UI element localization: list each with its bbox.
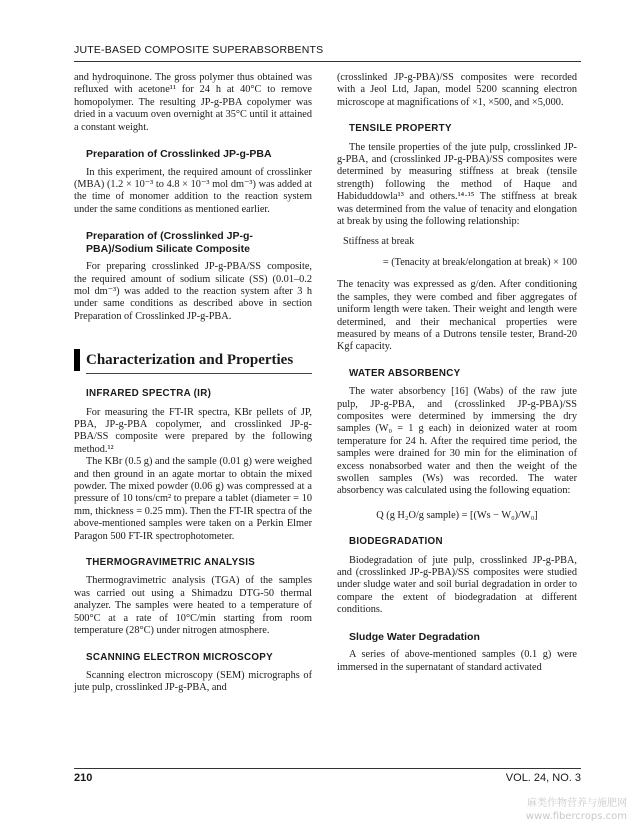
right-column <box>337 72 577 674</box>
section-heading <box>74 349 312 374</box>
watermark-line: www.fibercrops.com <box>525 811 627 822</box>
header-rule <box>74 61 581 62</box>
paragraph: For preparing crosslinked JP-g-PBA/SS composite, the required amount of sodium silicate (SS) (0.01–0.2 mol dm⁻³) was added to the reaction system after 3 h under same conditions as described above in section Preparation of Crosslinked JP-g-PBA. <box>74 261 312 322</box>
watermark-line: 麻类作物营养与施肥网 <box>527 798 627 809</box>
left-column <box>74 72 312 695</box>
paragraph: In this experiment, the required amount of crosslinker (MBA) (1.2 × 10⁻³ to 4.8 × 10⁻³ mol dm⁻³) was added at the time of monomer addition to the reaction system under the same conditions as mentioned earlier. <box>74 166 312 215</box>
subheading: Preparation of (Crosslinked JP-g-PBA)/Sodium Silicate Composite <box>86 230 253 255</box>
paragraph: A series of above-mentioned samples (0.1 g) were immersed in the supernatant of standard activated <box>337 649 577 673</box>
running-head: JUTE-BASED COMPOSITE SUPERABSORBENTS <box>74 44 324 56</box>
page-number: 210 <box>74 772 93 784</box>
subheading: SCANNING ELECTRON MICROSCOPY <box>86 651 273 663</box>
paragraph: Biodegradation of jute pulp, crosslinked JP-g-PBA, and (crosslinked JP-g-PBA)/SS composites were studied under sludge water and soil burial degradation in order to compare the extent of biodegradation at different conditions. <box>337 554 577 616</box>
paragraph: (crosslinked JP-g-PBA)/SS composites were recorded with a Jeol Ltd, Japan, model 5200 scanning electron microscope at magnifications of ×1, ×500, and ×5,000. <box>337 72 577 108</box>
paragraph: For measuring the FT-IR spectra, KBr pellets of JP, PBA, JP-g-PBA copolymer, and crosslinked JP-g-PBA/SS composite were prepared by the following method.¹² <box>74 406 312 455</box>
watermark <box>526 797 627 823</box>
equation: Q (g H₂O/g sample) = [(Ws − W₀)/W₀] <box>376 509 538 521</box>
footer-rule <box>74 768 581 769</box>
paragraph: The KBr (0.5 g) and the sample (0.01 g) were weighed and then ground in an agate mortar to obtain the mixed powder. The mixed powder (0.06 g) was compressed at a pressure of 10 tons/cm² to prepare a tablet (diameter = 10 mm, thickness = 0.25 mm). Then the FT-IR spectra of the above-mentioned samples were taken on a Perkin Elmer Paragon 500 FT-IR spectrophotometer. <box>74 456 312 542</box>
paragraph: and hydroquinone. The gross polymer thus obtained was refluxed with acetone¹¹ for 24 h at 40°C to remove homopolymer. The resulting JP-g-PBA copolymer was dried in a vacuum oven overnight at 35°C until it attained a constant weight. <box>74 72 312 133</box>
subheading: Sludge Water Degradation <box>349 630 480 643</box>
subheading: BIODEGRADATION <box>349 536 443 548</box>
subheading: Preparation of Crosslinked JP-g-PBA <box>86 148 272 161</box>
paragraph: The tensile properties of the jute pulp, crosslinked JP-g-PBA, and (crosslinked JP-g-PBA)/SS composites were determined by measuring stiffness at break (tensile strength) following the method of Haque and Habiduddowla¹³ and others.¹⁴·¹⁵ The stiffness at break was determined from the value of tenacity and elongation at break by using the following relationship: <box>337 141 577 228</box>
paragraph: Thermogravimetric analysis (TGA) of the samples was carried out using a Shimadzu DTG-50 thermal analyzer. The samples were heated to a temperature of 500°C at a rate of 10°C/min starting from room temperature (28°C) under nitrogen atmosphere. <box>74 575 312 637</box>
section-bar <box>74 349 80 371</box>
subheading: THERMOGRAVIMETRIC ANALYSIS <box>86 557 256 569</box>
equation: = (Tenacity at break/elongation at break) × 100 <box>382 256 577 268</box>
paragraph: Scanning electron microscopy (SEM) micrographs of jute pulp, crosslinked JP-g-PBA, and <box>74 669 312 694</box>
volume-label: VOL. 24, NO. 3 <box>505 772 581 784</box>
subheading: WATER ABSORBENCY <box>349 367 461 379</box>
subheading: INFRARED SPECTRA (IR) <box>86 388 212 400</box>
equation-label: Stiffness at break <box>343 236 415 248</box>
section-rule <box>86 373 312 374</box>
subheading: TENSILE PROPERTY <box>349 123 452 135</box>
section-heading-text: Characterization and Properties <box>86 352 294 369</box>
paragraph: The tenacity was expressed as g/den. After conditioning the samples, they were combed and fiber aggregates of uniform length were taken. Their weight and length were determined, and their mechanical properties were measured by means of a Dutrons tensile tester, Brand-20 Kgf capacity. <box>337 279 577 353</box>
paragraph: The water absorbency [16] (Wabs) of the raw jute pulp, JP-g-PBA, and (crosslinked JP-g-PBA)/SS composites were determined by immersing the dry samples (W₀ = 1 g each) in deionized water at room temperature for 24 h. After the required time period, the samples were drained for 30 min for the elimination of excess nonabsorbed water and then the weight of the swollen samples (Ws) was recorded. The water absorbency was calculated using the following equation: <box>337 386 577 497</box>
